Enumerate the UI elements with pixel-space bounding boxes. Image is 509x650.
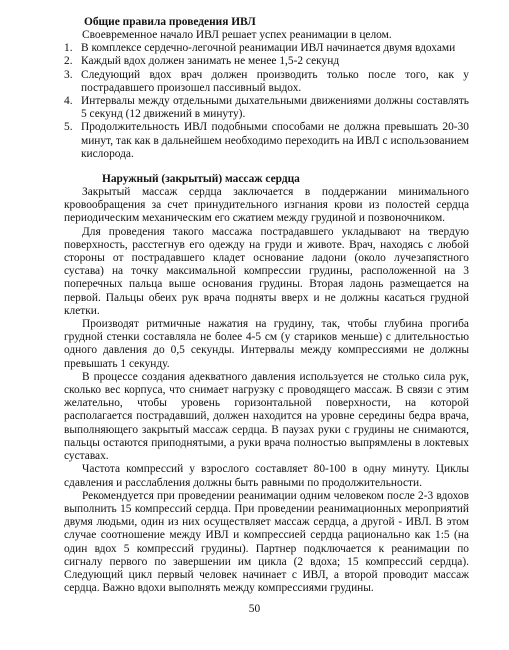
- page-number: 50: [248, 603, 261, 615]
- ivl-intro: Своевременное начало ИВЛ решает успех реанимации в целом.: [82, 29, 392, 41]
- ivl-rules-list: [64, 42, 469, 161]
- list-item: 4. Интервалы между отдельными дыхательными движениями должны составлять 5 секунд (12 движений в минуту).: [64, 95, 469, 121]
- paragraph: Производят ритмичные нажатия на грудину, так, чтобы глубина прогиба грудной стенки составляла не более 4-5 см (у стариков меньше) с длительностью одного давления до 0,5 секунды. Интервалы между компрессиями не должны превышать 1 секунду.: [64, 318, 469, 370]
- paragraph: Рекомендуется при проведении реанимации одним человеком после 2-3 вдохов выполнить 15 компрессий сердца. При проведении реанимационных мероприятий двумя людьми, один из них осуществляет массаж сердца, а другой - ИВЛ. В этом случае соотношение между ИВЛ и компрессией сердца рационально как 1:5 (на один вдох 5 компрессий грудины). Партнер подключается к реанимации по сигналу первого по завершении им цикла (2 вдоха; 15 компрессий сердца). Следующий цикл первый человек начинает с ИВЛ, а второй проводит массаж сердца. Важно вдохи выполнять между компрессиями грудины.: [64, 489, 469, 595]
- list-item: 1. В комплексе сердечно-легочной реанимации ИВЛ начинается двумя вдохами: [64, 42, 456, 55]
- paragraph: Частота компрессий у взрослого составляет 80-100 в одну минуту. Циклы сдавления и расслабления должны быть равными по продолжительности.: [64, 463, 469, 489]
- section-title-massage: Наружный (закрытый) массаж сердца: [102, 173, 300, 186]
- list-item: 5. Продолжительность ИВЛ подобными способами не должна превышать 20-30 минут, так как в дальнейшем необходимо переходить на ИВЛ с использованием кислорода.: [64, 121, 469, 160]
- list-item: 2. Каждый вдох должен занимать не менее 1,5-2 секунд: [64, 55, 340, 68]
- paragraph: Для проведения такого массажа пострадавшего укладывают на твердую поверхность, расстегнув его одежду на груди и животе. Врач, находясь с любой стороны от пострадавшего кладет основание ладони (около лучезапястного сустава) на точку максимальной компрессии грудины, расположенной на 3 поперечных пальца выше основания грудины. Вторая ладонь размещается на первой. Пальцы обеих рук врача подняты вверх и не должны касаться грудной клетки.: [64, 225, 469, 317]
- section-title-ivl: Общие правила проведения ИВЛ: [84, 16, 256, 28]
- paragraph: Закрытый массаж сердца заключается в поддержании минимального кровообращения за счет принудительного изгнания крови из полостей сердца периодическим механическим его сжатием между грудиной и позвоночником.: [64, 186, 469, 225]
- list-item: 3. Следующий вдох врач должен производить только после того, как у пострадавшего произошел пассивный выдох.: [64, 68, 469, 94]
- paragraph: В процессе создания адекватного давления используется не столько сила рук, сколько вес корпуса, что снимает нагрузку с проводящего массаж. В связи с этим желательно, чтобы уровень горизонтальной поверхности, на которой располагается пострадавший, должен находится на уровне середины бедра врача, выполняющего закрытый массаж сердца. В паузах руки с грудины не снимаются, пальцы остаются приподнятыми, а руки врача полностью выпрямлены в локтевых суставах.: [64, 370, 469, 463]
